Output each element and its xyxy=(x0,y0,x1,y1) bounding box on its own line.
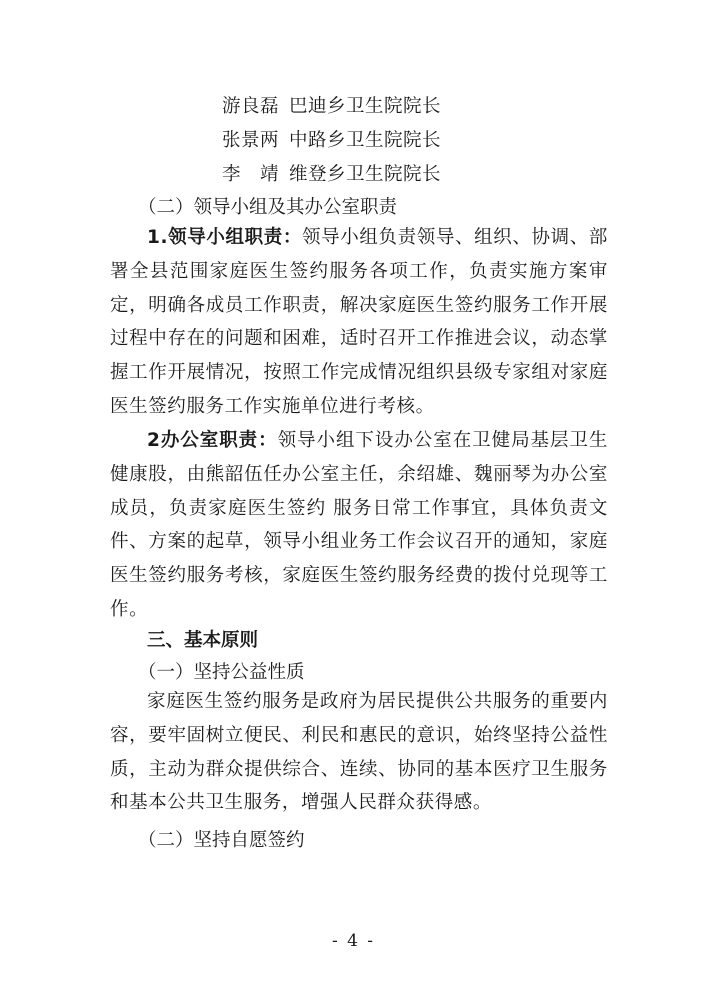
principle-paragraph: 家庭医生签约服务是政府为居民提供公共服务的重要内容，要牢固树立便民、利民和惠民的意识，始终坚持公益性质，主动为群众提供综合、连续、协同的基本医疗卫生服务和基本公共卫生服务，增强人民群众获得感。 xyxy=(110,691,608,814)
duty-lead: 1.领导小组职责： xyxy=(147,227,303,248)
subsection-heading xyxy=(138,658,305,684)
page-number: - 4 - xyxy=(331,931,376,951)
member-title: 维登乡卫生院院长 xyxy=(289,164,442,185)
member-name: 张景两 xyxy=(222,130,280,151)
duty-body: 领导小组下设办公室在卫健局基层卫生健康股，由熊韶伍任办公室主任，余绍雄、魏丽琴为办公室成员，负责家庭医生签约 服务日常工作事宜，具体负责文件、方案的起草，领导小组业务工作会议召开的通知，家庭医生签约服务考核，家庭医生签约服务经费的拨付兑现等工作。 xyxy=(110,430,608,620)
duty-lead: 2办公室职责： xyxy=(147,430,278,451)
subsection-heading xyxy=(138,826,305,852)
section-heading: （二）领导小组及其办公室职责 xyxy=(138,197,398,218)
duty-body: 领导小组负责领导、组织、协调、部署全县范围家庭医生签约服务各项工作，负责实施方案审定，明确各成员工作职责，解决家庭医生签约服务工作开展过程中存在的问题和困难，适时召开工作推进会议，动态掌握工作开展情况，按照工作完成情况组织县级专家组对家庭医生签约服务工作实施单位进行考核。 xyxy=(110,227,608,417)
duty-paragraph-1 xyxy=(110,221,608,424)
member-title: 中路乡卫生院院长 xyxy=(289,130,442,151)
subsection-heading-text: （一）坚持公益性质 xyxy=(138,662,305,683)
subsection-heading-text: （二）坚持自愿签约 xyxy=(138,830,305,851)
member-row xyxy=(222,160,441,186)
member-name: 李 靖 xyxy=(222,164,280,185)
member-row xyxy=(222,92,441,118)
member-name: 游良磊 xyxy=(222,96,280,117)
duty-paragraph-2 xyxy=(110,424,608,627)
member-title: 巴迪乡卫生院院长 xyxy=(289,96,442,117)
section-heading: 三、基本原则 xyxy=(147,630,259,651)
member-row xyxy=(222,126,441,152)
